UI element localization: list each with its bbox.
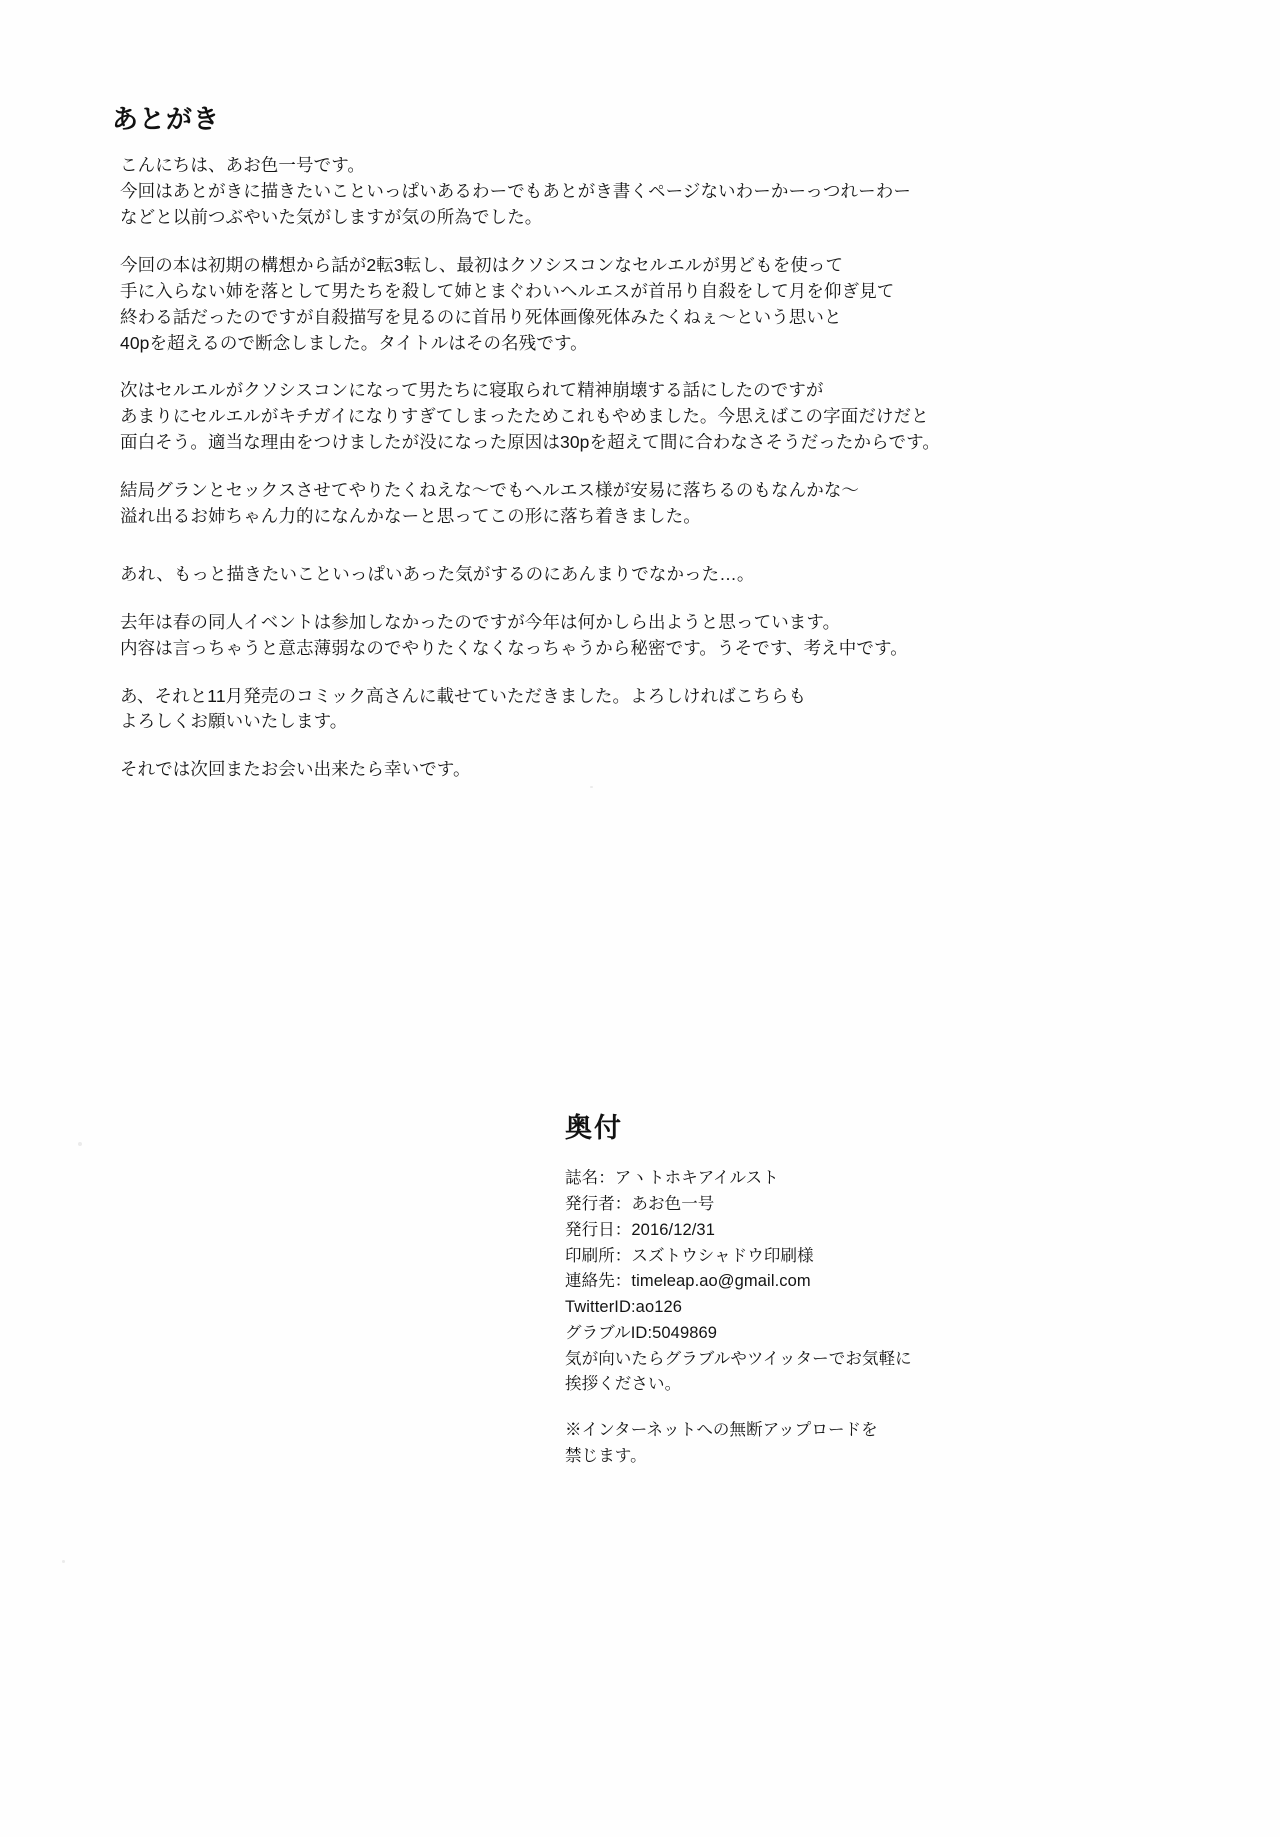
afterword-line: 結局グランとセックスさせてやりたくねえな～でもヘルエス様が安易に落ちるのもなんかな～	[120, 480, 860, 501]
colophon-title-field: 誌名：アヽトホキアイルスト	[565, 1169, 779, 1188]
colophon-date-field: 発行日：2016/12/31	[565, 1220, 715, 1239]
afterword-line: あれ、もっと描きたいこといっぱいあった気がするのにあんまりでなかった…。	[120, 563, 755, 584]
afterword-line: 終わる話だったのですが自殺描写を見るのに首吊り死体画像死体みたくねぇ～という思いと	[120, 306, 842, 327]
afterword-paragraph	[112, 478, 1172, 530]
colophon-heading: 奥付	[565, 1113, 623, 1143]
colophon-warning	[565, 1418, 1165, 1469]
afterword-paragraph	[112, 610, 1172, 662]
colophon-note-line: 挨拶ください。	[565, 1375, 682, 1394]
afterword-line: 溢れ出るお姉ちゃん力的になんかなーと思ってこの形に落ち着きました。	[120, 505, 701, 526]
colophon-contact-field: 連絡先：timeleap.ao@gmail.com	[565, 1272, 811, 1291]
afterword-line: 次はセルエルがクソシスコンになって男たちに寝取られて精神崩壊する話にしたのですが	[120, 380, 824, 401]
afterword-line: こんにちは、あお色一号です。	[120, 155, 365, 176]
afterword-line: あ、それと11月発売のコミック高さんに載せていただきました。よろしければこちらも	[120, 685, 807, 706]
colophon-granblue-id-field: グラブルID:5049869	[565, 1323, 718, 1342]
afterword-line: 今回の本は初期の構想から話が2転3転し、最初はクソシスコンなセルエルが男どもを使って	[120, 254, 844, 275]
colophon-twitter-field: TwitterID:ao126	[565, 1298, 683, 1317]
afterword-heading: あとがき	[112, 104, 221, 134]
colophon-section	[565, 1112, 1165, 1469]
page-speck	[78, 1142, 82, 1146]
page-speck	[62, 1560, 65, 1563]
afterword-line: 今回はあとがきに描きたいこといっぱいあるわーでもあとがき書くページないわーかーっつれーわー	[120, 181, 911, 202]
afterword-line: あまりにセルエルがキチガイになりすぎてしまったためこれもやめました。今思えばこの字面だけだと	[120, 406, 929, 427]
colophon-details	[565, 1166, 1165, 1398]
colophon-warning-line: ※インターネットへの無断アップロードを	[565, 1421, 878, 1439]
afterword-paragraph	[112, 757, 1172, 783]
afterword-paragraph	[112, 153, 1172, 231]
colophon-publisher-field: 発行者：あお色一号	[565, 1195, 715, 1214]
colophon-note-line: 気が向いたらグラブルやツイッターでお気軽に	[565, 1349, 912, 1368]
afterword-line: などと以前つぶやいた気がしますが気の所為でした。	[120, 206, 543, 227]
afterword-line: 内容は言っちゃうと意志薄弱なのでやりたくなくなっちゃうから秘密です。うそです、考え中です。	[120, 637, 908, 658]
afterword-section	[112, 104, 1172, 805]
afterword-paragraph	[112, 684, 1172, 736]
colophon-printer-field: 印刷所：スズトウシャドウ印刷様	[565, 1246, 814, 1265]
afterword-paragraph	[112, 562, 1172, 588]
afterword-line: 手に入らない姉を落として男たちを殺して姉とまぐわいヘルエスが首吊り自殺をして月を仰ぎ見て	[120, 280, 895, 301]
afterword-paragraph	[112, 378, 1172, 456]
afterword-line: それでは次回またお会い出来たら幸いです。	[120, 759, 471, 780]
afterword-line: よろしくお願いいたします。	[120, 711, 348, 732]
afterword-line: 去年は春の同人イベントは参加しなかったのですが今年は何かしら出ようと思っています。	[120, 611, 841, 632]
afterword-line: 面白そう。適当な理由をつけましたが没になった原因は30pを超えて間に合わなさそうだったからです。	[120, 432, 940, 453]
afterword-line: 40pを超えるので断念しました。タイトルはその名残です。	[120, 332, 588, 353]
colophon-warning-line: 禁じます。	[565, 1446, 647, 1465]
afterword-paragraph	[112, 253, 1172, 357]
